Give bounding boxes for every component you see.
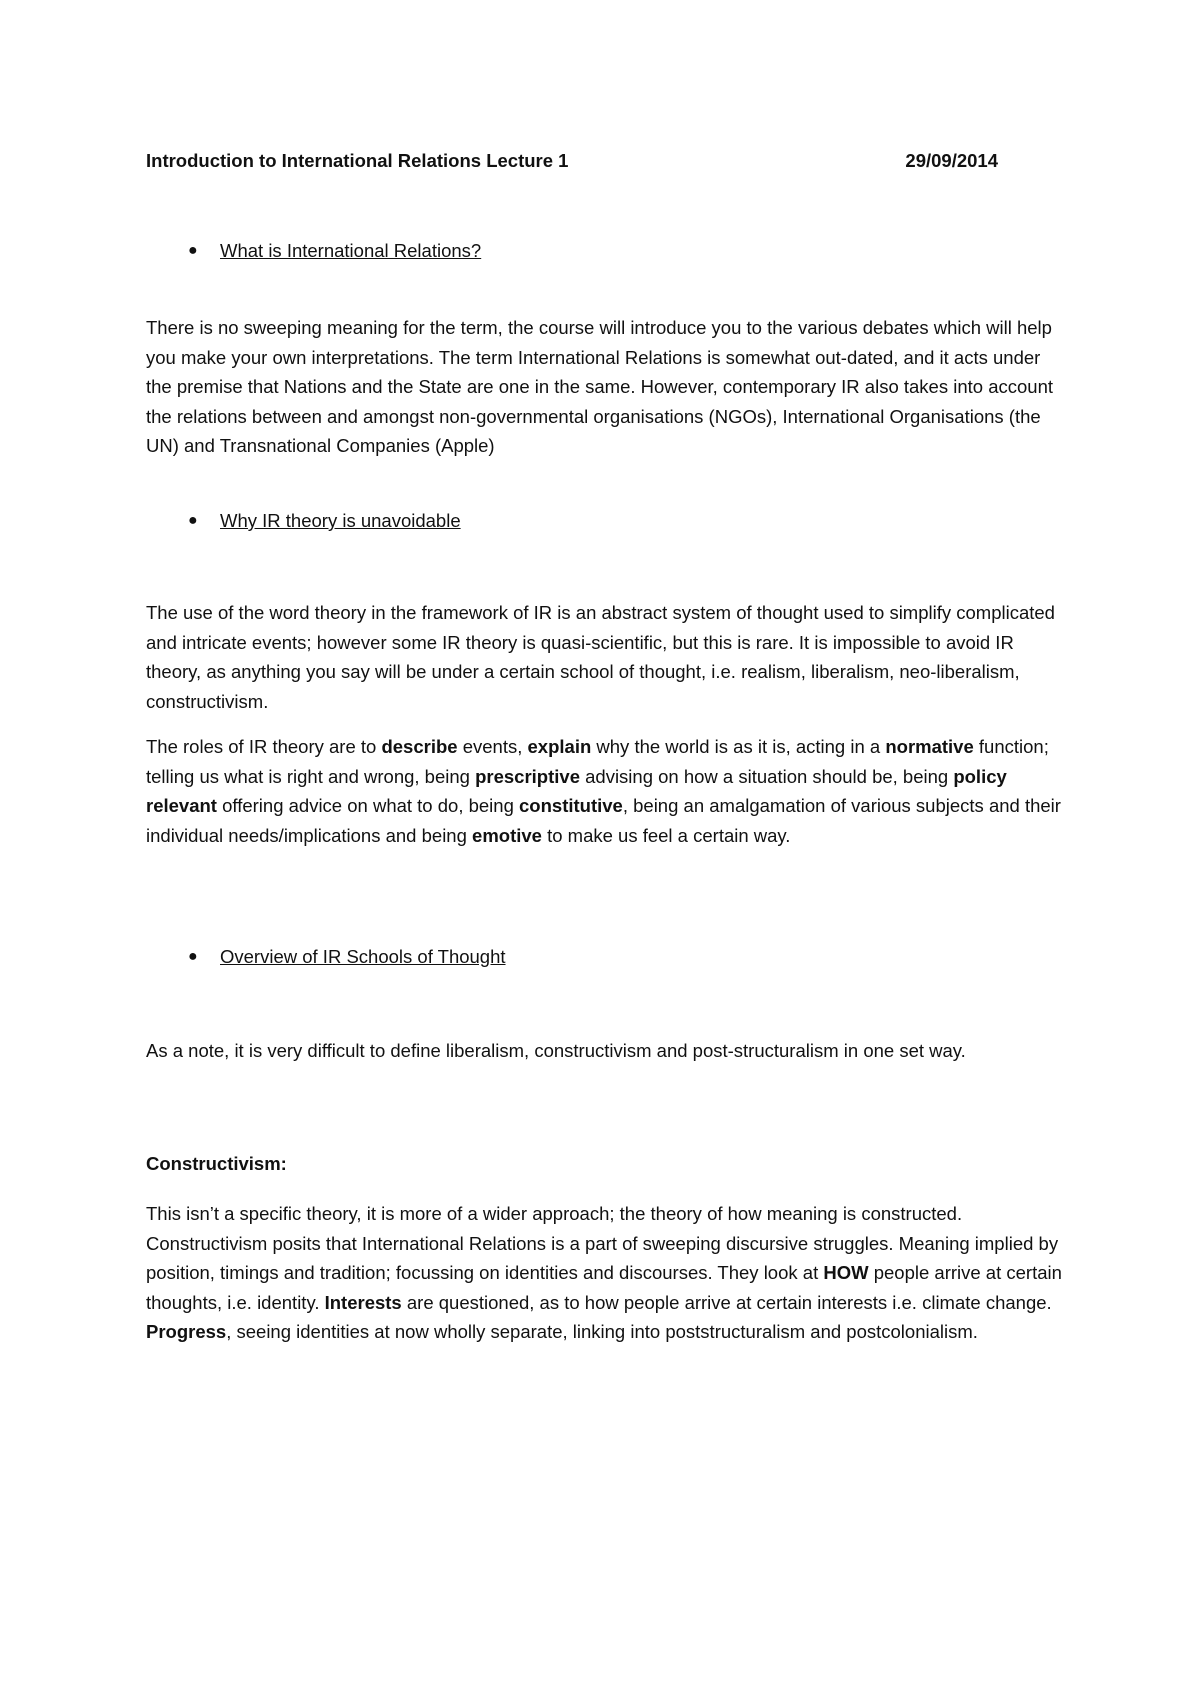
bullet-dot: ●	[188, 512, 198, 529]
bold-term: constitutive	[519, 795, 623, 816]
bullet-label: What is International Relations?	[220, 240, 482, 261]
bullet-dot: ●	[188, 242, 198, 259]
bold-term: normative	[885, 736, 974, 757]
bold-term: HOW	[823, 1262, 869, 1283]
paragraph-note: As a note, it is very difficult to define liberalism, constructivism and post-structuralism in one set way.	[146, 1040, 966, 1061]
heading-constructivism: Constructivism:	[146, 1153, 287, 1174]
bold-term: emotive	[472, 824, 542, 846]
bullet-label: Why IR theory is unavoidable	[220, 510, 461, 531]
document-title: Introduction to International Relations Lecture 1	[146, 150, 569, 171]
bold-term: explain	[527, 736, 592, 757]
paragraph-definition: There is no sweeping meaning for the term, the course will introduce you to the various debates which will help you make your own interpretations. The term International Relations is somewhat out-dated, and it acts under the premise that Nations and the State are one in the same. However, contemporary IR also takes into account the relations between and amongst non-governmental organisations (NGOs), International Organisations (the UN) and Transnational Companies (Apple)	[146, 317, 1053, 456]
paragraph-constructivism: This isn’t a specific theory, it is more of a wider approach; the theory of how meaning is constructed. Constructivism posits that International Relations is a part of sweeping discursive struggles. Meaning implied by position, timings and tradition; focussing on identities and discourses. They look at HOW people arrive at certain thoughts, i.e. identity. Interests are questioned, as to how people arrive at certain interests i.e. climate change. Progress, seeing identities at now wholly separate, linking into poststructuralism and postcolonialism.	[146, 1203, 1062, 1342]
bullet-label: Overview of IR Schools of Thought	[220, 946, 506, 967]
paragraph-theory-roles: The roles of IR theory are to describe events, explain why the world is as it is, acting in a normative function; telling us what is right and wrong, being prescriptive advising on how a situation should be, being policy relevant offering advice on what to do, being constitutive, being an amalgamation of various subjects and their individual needs/implications and being emotive to make us feel a certain way.	[146, 736, 1061, 846]
bold-term: describe	[381, 736, 458, 757]
bold-term: prescriptive	[475, 765, 580, 787]
title-row	[146, 150, 998, 174]
bullet-dot: ●	[188, 948, 198, 965]
bold-term: policy relevant	[146, 765, 1007, 816]
document-date: 29/09/2014	[905, 150, 998, 171]
bold-term: Interests	[324, 1291, 402, 1313]
bold-term: Progress	[146, 1321, 227, 1342]
paragraph-theory-use: The use of the word theory in the framework of IR is an abstract system of thought used to simplify complicated and intricate events; however some IR theory is quasi-scientific, but this is rare. It is impossible to avoid IR theory, as anything you say will be under a certain school of thought, i.e. realism, liberalism, neo-liberalism, constructivism.	[146, 602, 1055, 712]
